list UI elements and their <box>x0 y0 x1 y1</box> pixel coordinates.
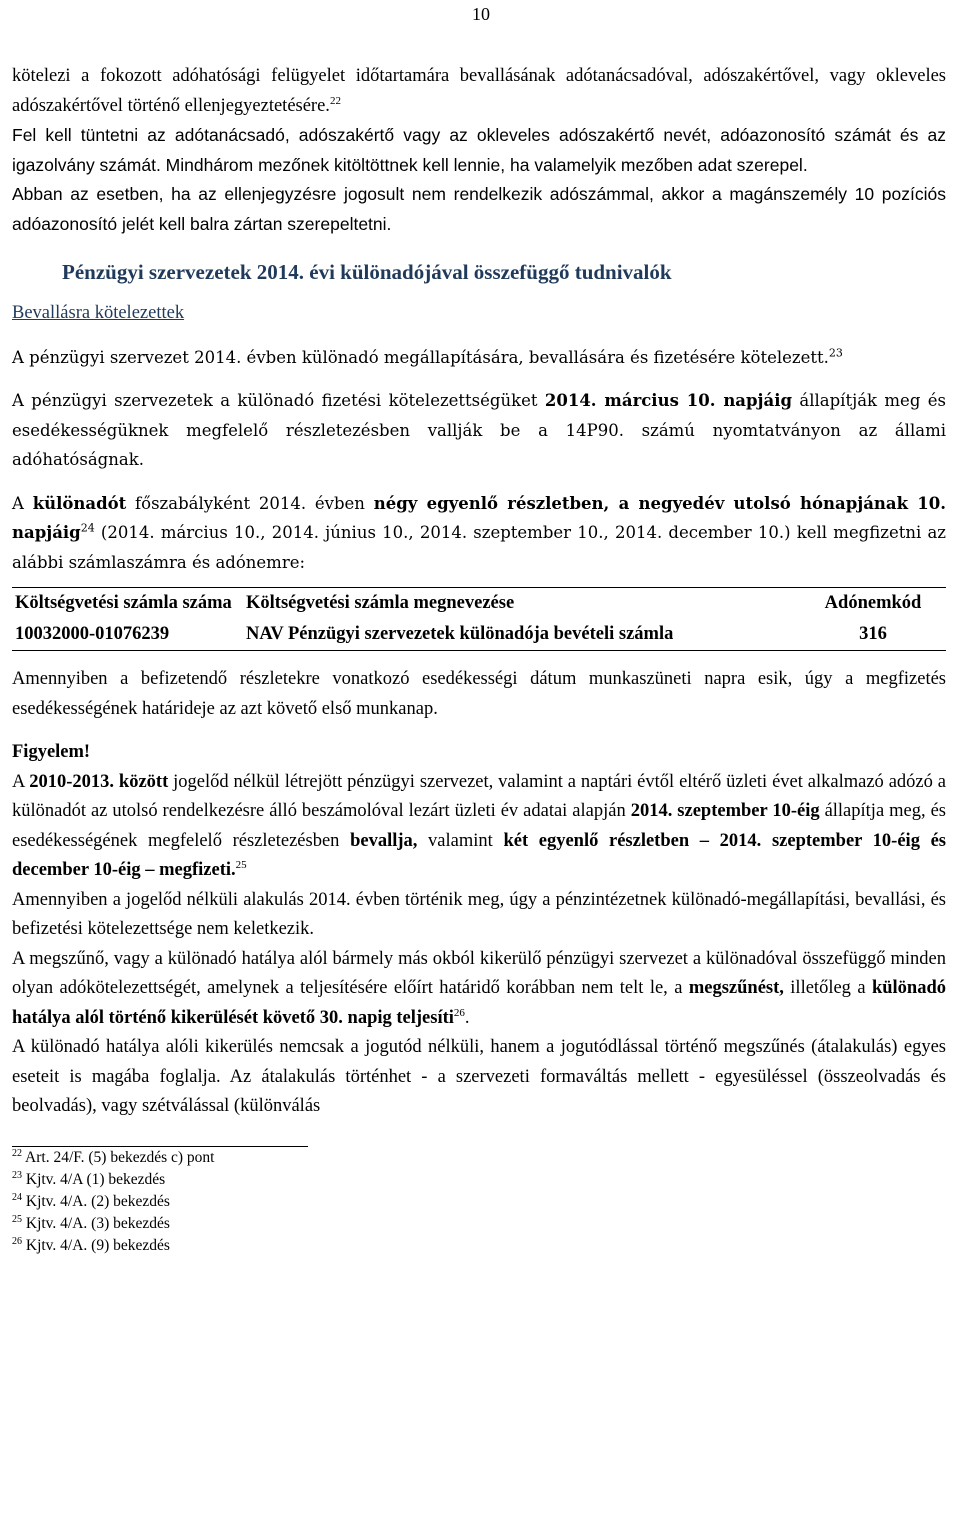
paragraph-2a: Fel kell tüntetni az adótanácsadó, adószakértő vagy az okleveles adószakértő nevét, adóazonosító számát és az igazolvány számát. Mindhárom mezőnek kitöltöttnek kell lennie, ha valamelyik mezőben adat szerepel. <box>12 125 946 175</box>
footnote-ref: 24 <box>80 521 95 535</box>
table-row <box>12 588 946 620</box>
page-number: 10 <box>472 4 490 24</box>
footnote-ref: 22 <box>329 94 341 107</box>
paragraph-2b: Abban az esetben, ha az ellenjegyzésre jogosult nem rendelkezik adószámmal, akkor a magánszemély 10 pozíciós adóazonosító jelét kell balra zártan szerepeltetni. <box>12 184 946 234</box>
table-header: Költségvetési számla száma <box>15 593 232 613</box>
subsection-heading: Bevallásra kötelezettek <box>12 303 185 323</box>
paragraph-6: Amennyiben a befizetendő részletekre vonatkozó esedékességi dátum munkaszüneti napra esik, úgy a megfizetés esedékességének határideje az azt követő első munkanap. <box>12 669 946 719</box>
footnotes <box>12 1147 946 1257</box>
table-header: Költségvetési számla megnevezése <box>246 593 515 613</box>
paragraph-5: A különadót főszabályként 2014. évben négy egyenlő részletben, a negyedév utolsó hónapjának 10. napjáig$^{24}$ (2014. március 10., 2014. június 10., 2014. szeptember 10., 2014. december 10.) kell megfizetni az alábbi számlaszámra és adónemre: <box>12 493 947 572</box>
table-cell: NAV Pénzügyi szervezetek különadója bevételi számla <box>246 624 674 644</box>
page-body <box>12 62 946 1257</box>
paragraph-9: A megszűnő, vagy a különadó hatálya alól bármely más okból kikerülő pénzügyi szervezet a különadóval összefüggő minden olyan adókötelezettségét, amelynek a teljesítésére előírt határidő korábban nem telt le, a megszűnést, illetőleg a különadó hatálya alól történő kikerülését követő 30. napig teljesíti$^{26}$. <box>12 948 946 1028</box>
footnote-ref: 26 <box>453 1006 465 1019</box>
paragraph-8: Amennyiben a jogelőd nélküli alakulás 2014. évben történik meg, úgy a pénzintézetnek különadó-megállapítási, bevallási, és befizetési kötelezettsége nem keletkezik. <box>12 889 946 939</box>
paragraph-1: kötelezi a fokozott adóhatósági felügyelet időtartamára bevallásának adótanácsadóval, adószakértővel, vagy okleveles adószakértővel történő ellenjegyeztetésére.$^{22}$ <box>12 66 946 116</box>
table-cell: 316 <box>859 624 887 644</box>
warning-label: Figyelem! <box>12 742 91 762</box>
account-table <box>12 587 946 651</box>
footnote: $^{22}$ Art. 24/F. (5) bekezdés c) pont <box>12 1147 215 1166</box>
footnote: $^{23}$ Kjtv. 4/A (1) bekezdés <box>12 1169 166 1188</box>
footnote: $^{24}$ Kjtv. 4/A. (2) bekezdés <box>12 1191 170 1210</box>
footnote-ref: 23 <box>828 346 843 359</box>
table-header: Adónemkód <box>824 593 922 613</box>
section-heading: Pénzügyi szervezetek 2014. évi különadójával összefüggő tudnivalók <box>62 260 672 284</box>
paragraph-10: A különadó hatálya alóli kikerülés nemcsak a jogutód nélküli, hanem a jogutódlással történő megszűnés (átalakulás) egyes eseteit is magába foglalja. Az átalakulás történhet - a szervezeti formaváltás mellett - egyesüléssel (összeolvadás és beolvadás), vagy szétválással (különválás <box>12 1037 946 1116</box>
table-cell: 10032000-01076239 <box>15 624 170 644</box>
footnote: $^{25}$ Kjtv. 4/A. (3) bekezdés <box>12 1213 170 1232</box>
paragraph-4: A pénzügyi szervezetek a különadó fizetési kötelezettségüket 2014. március 10. napjáig állapítják meg és esedékességüknek megfelelő részletezésben vallják be a 14P90. számú nyomtatványon az állami adóhatóságnak. <box>12 391 946 469</box>
table-row <box>12 619 946 651</box>
footnote-ref: 25 <box>235 858 247 871</box>
paragraph-3: A pénzügyi szervezet 2014. évben különadó megállapítására, bevallására és fizetésére kötelezett.$^{23}$ <box>12 346 843 367</box>
paragraph-7: A 2010-2013. között jogelőd nélkül létrejött pénzügyi szervezet, valamint a naptári évtől eltérő üzleti évet alkalmazó adózó a különadót az utolsó rendelkezésre álló beszámolóval lezárt üzleti év adatai alapján 2014. szeptember 10-éig állapítja meg, és esedékességének megfelelő részletezésben bevallja, valamint két egyenlő részletben – 2014. szeptember 10-éig és december 10-éig – megfizeti.$^{25}$ <box>12 771 947 880</box>
footnote: $^{26}$ Kjtv. 4/A. (9) bekezdés <box>12 1235 170 1254</box>
